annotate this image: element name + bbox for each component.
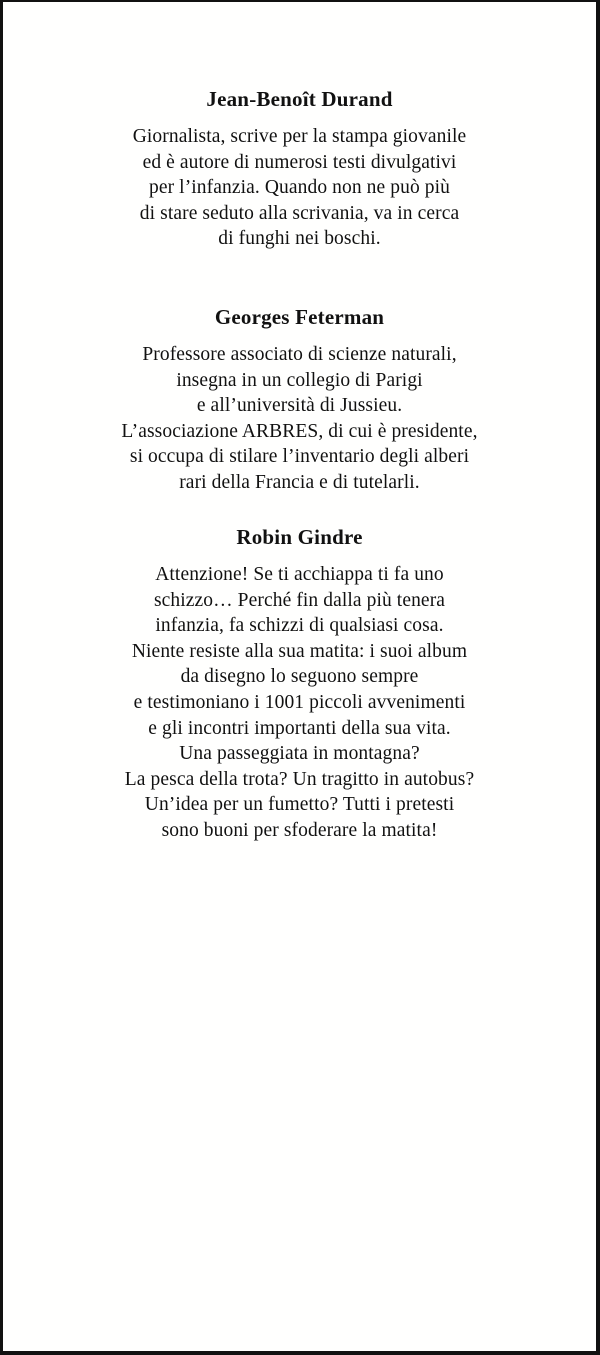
- bio-text-line: e testimoniano i 1001 piccoli avvenimenti: [133, 691, 466, 713]
- bio-text-line: di funghi nei boschi.: [218, 228, 381, 250]
- author-name: Georges Feterman: [214, 305, 385, 329]
- bio-text-line: di stare seduto alla scrivania, va in cerca: [139, 202, 460, 224]
- author-bio-feterman: [3, 304, 596, 496]
- bio-text-line: rari della Francia e di tutelarli.: [179, 471, 420, 493]
- bio-text-line: e gli incontri importanti della sua vita.: [148, 717, 451, 739]
- author-name: Jean-Benoît Durand: [206, 87, 393, 111]
- bio-text-line: L’associazione ARBRES, di cui è presidente,: [121, 420, 478, 442]
- bio-text-line: per l’infanzia. Quando non ne può più: [149, 177, 450, 199]
- author-name: Robin Gindre: [236, 525, 363, 549]
- bio-text-line: Attenzione! Se ti acchiappa ti fa uno: [155, 564, 444, 585]
- bio-text-line: Professore associato di scienze naturali,: [142, 344, 457, 365]
- bio-text-line: infanzia, fa schizzi di qualsiasi cosa.: [155, 615, 444, 637]
- bio-text-line: da disegno lo seguono sempre: [180, 666, 419, 688]
- bio-text-line: ed è autore di numerosi testi divulgativi: [142, 151, 457, 173]
- bio-text-line: La pesca della trota? Un tragitto in autobus?: [124, 768, 475, 790]
- bio-text-line: Una passeggiata in montagna?: [179, 743, 420, 765]
- bio-text-line: Niente resiste alla sua matita: i suoi album: [131, 640, 468, 662]
- bio-text-line: Giornalista, scrive per la stampa giovanile: [132, 126, 467, 147]
- bio-text-line: sono buoni per sfoderare la matita!: [161, 819, 438, 841]
- bio-text-line: insegna in un collegio di Parigi: [176, 369, 423, 391]
- bio-text-line: e all’università di Jussieu.: [196, 395, 403, 417]
- bio-text-line: schizzo… Perché fin dalla più tenera: [153, 589, 446, 611]
- bio-text-line: Un’idea per un fumetto? Tutti i pretesti: [144, 794, 455, 816]
- author-bio-gindre: [3, 524, 596, 844]
- bio-text-line: si occupa di stilare l’inventario degli alberi: [129, 446, 470, 468]
- author-bio-durand: [3, 86, 596, 252]
